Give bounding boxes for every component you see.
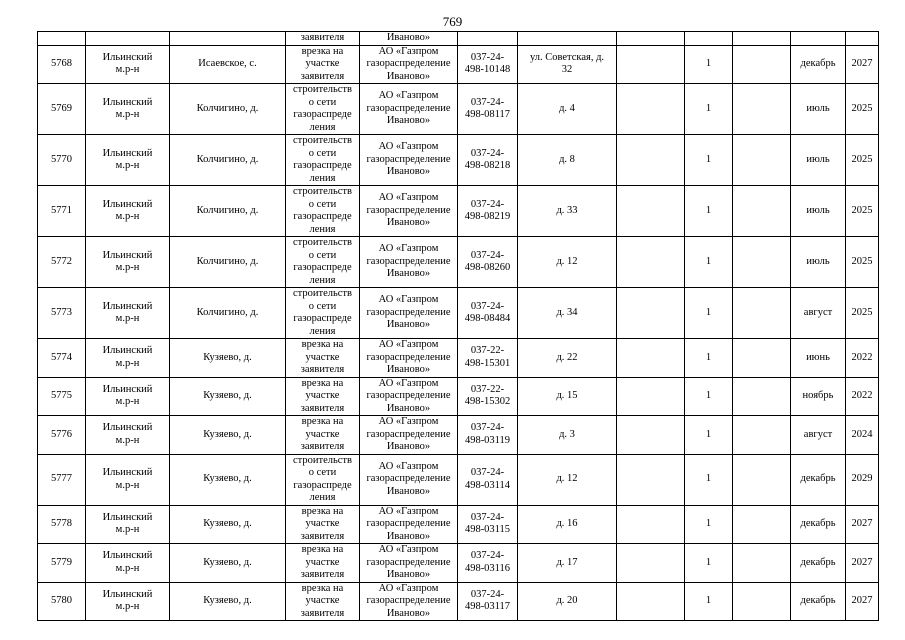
cell-organization: АО «Газпром газораспределение Иваново» xyxy=(360,237,458,288)
table-row xyxy=(38,454,879,505)
cell-year: 2025 xyxy=(846,135,879,186)
cell-work-type: строительств о сети газораспреде ления xyxy=(286,237,360,288)
cell-district: Ильинский м.р-н xyxy=(86,186,170,237)
cell-code: 037-24- 498-08484 xyxy=(458,288,518,339)
cell-month: ноябрь xyxy=(791,377,846,416)
cell-empty xyxy=(617,339,685,378)
cell-month: декабрь xyxy=(791,544,846,583)
cell-locality: Кузяево, д. xyxy=(170,582,286,621)
cell-district: Ильинский м.р-н xyxy=(86,377,170,416)
cell-district: Ильинский м.р-н xyxy=(86,544,170,583)
cell-empty xyxy=(733,288,791,339)
cell-code: 037-24- 498-03115 xyxy=(458,505,518,544)
cell-locality: Кузяево, д. xyxy=(170,339,286,378)
cell-empty xyxy=(733,32,791,46)
cell-empty xyxy=(617,377,685,416)
cell-code: 037-24- 498-08117 xyxy=(458,84,518,135)
cell-empty xyxy=(617,288,685,339)
cell-district: Ильинский м.р-н xyxy=(86,45,170,84)
cell-month: август xyxy=(791,416,846,455)
cell-district: Ильинский м.р-н xyxy=(86,454,170,505)
table-row xyxy=(38,339,879,378)
cell-num: 5768 xyxy=(38,45,86,84)
cell-work-type: врезка на участке заявителя xyxy=(286,377,360,416)
cell-organization: АО «Газпром газораспределение Иваново» xyxy=(360,84,458,135)
cell-num: 5772 xyxy=(38,237,86,288)
cell-code: 037-24- 498-08219 xyxy=(458,186,518,237)
table-row xyxy=(38,505,879,544)
cell-count: 1 xyxy=(685,454,733,505)
cell-code: 037-24- 498-03116 xyxy=(458,544,518,583)
cell-locality: Колчигино, д. xyxy=(170,237,286,288)
cell-count: 1 xyxy=(685,377,733,416)
cell-empty xyxy=(733,416,791,455)
cell-num: 5771 xyxy=(38,186,86,237)
cell-empty xyxy=(733,544,791,583)
cell-month: декабрь xyxy=(791,582,846,621)
table-row xyxy=(38,288,879,339)
cell-year: 2024 xyxy=(846,416,879,455)
cell-address: д. 33 xyxy=(518,186,617,237)
cell-empty xyxy=(733,582,791,621)
cell-num: 5778 xyxy=(38,505,86,544)
cell-locality: Колчигино, д. xyxy=(170,135,286,186)
cell-num: 5780 xyxy=(38,582,86,621)
cell-locality: Кузяево, д. xyxy=(170,505,286,544)
cell-year: 2027 xyxy=(846,544,879,583)
cell-month: июль xyxy=(791,84,846,135)
cell-code: 037-24- 498-08260 xyxy=(458,237,518,288)
table-row xyxy=(38,45,879,84)
cell-month: август xyxy=(791,288,846,339)
cell-address: д. 22 xyxy=(518,339,617,378)
cell-address: д. 34 xyxy=(518,288,617,339)
cell-address: д. 12 xyxy=(518,454,617,505)
cell-num: 5770 xyxy=(38,135,86,186)
cell-locality: Колчигино, д. xyxy=(170,288,286,339)
cell-locality: Исаевское, с. xyxy=(170,45,286,84)
cell-count xyxy=(685,32,733,46)
cell-address: д. 16 xyxy=(518,505,617,544)
cell-code: 037-24- 498-03119 xyxy=(458,416,518,455)
cell-month: июнь xyxy=(791,339,846,378)
cell-year: 2022 xyxy=(846,377,879,416)
cell-code: 037-22- 498-15301 xyxy=(458,339,518,378)
cell-num: 5775 xyxy=(38,377,86,416)
cell-address: д. 3 xyxy=(518,416,617,455)
cell-organization: АО «Газпром газораспределение Иваново» xyxy=(360,45,458,84)
cell-work-type: врезка на участке заявителя xyxy=(286,339,360,378)
cell-work-type: врезка на участке заявителя xyxy=(286,505,360,544)
cell-year: 2029 xyxy=(846,454,879,505)
cell-organization: АО «Газпром газораспределение Иваново» xyxy=(360,454,458,505)
cell-count: 1 xyxy=(685,544,733,583)
cell-district: Ильинский м.р-н xyxy=(86,505,170,544)
cell-district: Ильинский м.р-н xyxy=(86,582,170,621)
cell-locality: Колчигино, д. xyxy=(170,186,286,237)
cell-work-type: врезка на участке заявителя xyxy=(286,45,360,84)
cell-district: Ильинский м.р-н xyxy=(86,416,170,455)
cell-district: Ильинский м.р-н xyxy=(86,135,170,186)
cell-count: 1 xyxy=(685,135,733,186)
cell-work-type: строительств о сети газораспреде ления xyxy=(286,454,360,505)
cell-empty xyxy=(733,186,791,237)
cell-empty xyxy=(617,135,685,186)
cell-code: 037-24- 498-03117 xyxy=(458,582,518,621)
cell-num: 5779 xyxy=(38,544,86,583)
cell-num xyxy=(38,32,86,46)
cell-code: 037-24- 498-10148 xyxy=(458,45,518,84)
cell-code: 037-22- 498-15302 xyxy=(458,377,518,416)
cell-empty xyxy=(617,45,685,84)
table-row xyxy=(38,416,879,455)
table-row xyxy=(38,544,879,583)
cell-month: июль xyxy=(791,237,846,288)
cell-num: 5776 xyxy=(38,416,86,455)
cell-locality: Колчигино, д. xyxy=(170,84,286,135)
cell-empty xyxy=(617,544,685,583)
cell-district xyxy=(86,32,170,46)
cell-organization: Иваново» xyxy=(360,32,458,46)
cell-organization: АО «Газпром газораспределение Иваново» xyxy=(360,416,458,455)
cell-empty xyxy=(733,377,791,416)
cell-empty xyxy=(733,339,791,378)
cell-empty xyxy=(617,186,685,237)
table-row-continued xyxy=(38,32,879,46)
cell-num: 5773 xyxy=(38,288,86,339)
cell-code xyxy=(458,32,518,46)
cell-empty xyxy=(617,454,685,505)
cell-empty xyxy=(617,416,685,455)
cell-count: 1 xyxy=(685,582,733,621)
cell-empty xyxy=(733,45,791,84)
cell-address: д. 17 xyxy=(518,544,617,583)
cell-year: 2027 xyxy=(846,45,879,84)
cell-empty xyxy=(617,32,685,46)
cell-address: д. 12 xyxy=(518,237,617,288)
cell-address: ул. Советская, д. 32 xyxy=(518,45,617,84)
cell-organization: АО «Газпром газораспределение Иваново» xyxy=(360,544,458,583)
cell-address: д. 8 xyxy=(518,135,617,186)
cell-work-type: строительств о сети газораспреде ления xyxy=(286,84,360,135)
cell-count: 1 xyxy=(685,186,733,237)
table-row xyxy=(38,582,879,621)
cell-year: 2025 xyxy=(846,84,879,135)
cell-address: д. 4 xyxy=(518,84,617,135)
cell-organization: АО «Газпром газораспределение Иваново» xyxy=(360,186,458,237)
cell-organization: АО «Газпром газораспределение Иваново» xyxy=(360,582,458,621)
cell-year: 2027 xyxy=(846,582,879,621)
cell-code: 037-24- 498-08218 xyxy=(458,135,518,186)
cell-empty xyxy=(617,505,685,544)
cell-work-type: врезка на участке заявителя xyxy=(286,416,360,455)
cell-address: д. 15 xyxy=(518,377,617,416)
cell-empty xyxy=(733,454,791,505)
cell-count: 1 xyxy=(685,339,733,378)
cell-year: 2025 xyxy=(846,186,879,237)
cell-empty xyxy=(733,237,791,288)
cell-empty xyxy=(733,135,791,186)
cell-district: Ильинский м.р-н xyxy=(86,237,170,288)
cell-month: июль xyxy=(791,186,846,237)
cell-organization: АО «Газпром газораспределение Иваново» xyxy=(360,505,458,544)
table-row xyxy=(38,186,879,237)
cell-year: 2025 xyxy=(846,288,879,339)
cell-address: д. 20 xyxy=(518,582,617,621)
table-row xyxy=(38,377,879,416)
cell-organization: АО «Газпром газораспределение Иваново» xyxy=(360,135,458,186)
cell-count: 1 xyxy=(685,84,733,135)
cell-month: июль xyxy=(791,135,846,186)
cell-count: 1 xyxy=(685,237,733,288)
cell-year: 2027 xyxy=(846,505,879,544)
cell-month: декабрь xyxy=(791,45,846,84)
cell-month xyxy=(791,32,846,46)
cell-num: 5769 xyxy=(38,84,86,135)
cell-organization: АО «Газпром газораспределение Иваново» xyxy=(360,377,458,416)
cell-year xyxy=(846,32,879,46)
cell-year: 2025 xyxy=(846,237,879,288)
cell-empty xyxy=(733,84,791,135)
cell-locality: Кузяево, д. xyxy=(170,454,286,505)
cell-district: Ильинский м.р-н xyxy=(86,288,170,339)
page-number: 769 xyxy=(442,14,463,29)
table-row xyxy=(38,237,879,288)
cell-year: 2022 xyxy=(846,339,879,378)
cell-locality: Кузяево, д. xyxy=(170,544,286,583)
cell-count: 1 xyxy=(685,505,733,544)
cell-count: 1 xyxy=(685,416,733,455)
cell-work-type: врезка на участке заявителя xyxy=(286,582,360,621)
cell-count: 1 xyxy=(685,45,733,84)
cell-district: Ильинский м.р-н xyxy=(86,339,170,378)
cell-code: 037-24- 498-03114 xyxy=(458,454,518,505)
gas-connection-table xyxy=(37,31,879,621)
cell-empty xyxy=(617,582,685,621)
cell-work-type: строительств о сети газораспреде ления xyxy=(286,186,360,237)
cell-num: 5777 xyxy=(38,454,86,505)
cell-work-type: врезка на участке заявителя xyxy=(286,544,360,583)
cell-empty xyxy=(733,505,791,544)
cell-locality: Кузяево, д. xyxy=(170,416,286,455)
cell-num: 5774 xyxy=(38,339,86,378)
cell-month: декабрь xyxy=(791,454,846,505)
cell-work-type: строительств о сети газораспреде ления xyxy=(286,135,360,186)
cell-count: 1 xyxy=(685,288,733,339)
cell-locality: Кузяево, д. xyxy=(170,377,286,416)
cell-empty xyxy=(617,84,685,135)
table-row xyxy=(38,84,879,135)
cell-address xyxy=(518,32,617,46)
cell-month: декабрь xyxy=(791,505,846,544)
cell-district: Ильинский м.р-н xyxy=(86,84,170,135)
cell-locality xyxy=(170,32,286,46)
table-row xyxy=(38,135,879,186)
cell-organization: АО «Газпром газораспределение Иваново» xyxy=(360,288,458,339)
cell-organization: АО «Газпром газораспределение Иваново» xyxy=(360,339,458,378)
cell-work-type: строительств о сети газораспреде ления xyxy=(286,288,360,339)
cell-work-type: заявителя xyxy=(286,32,360,46)
cell-empty xyxy=(617,237,685,288)
